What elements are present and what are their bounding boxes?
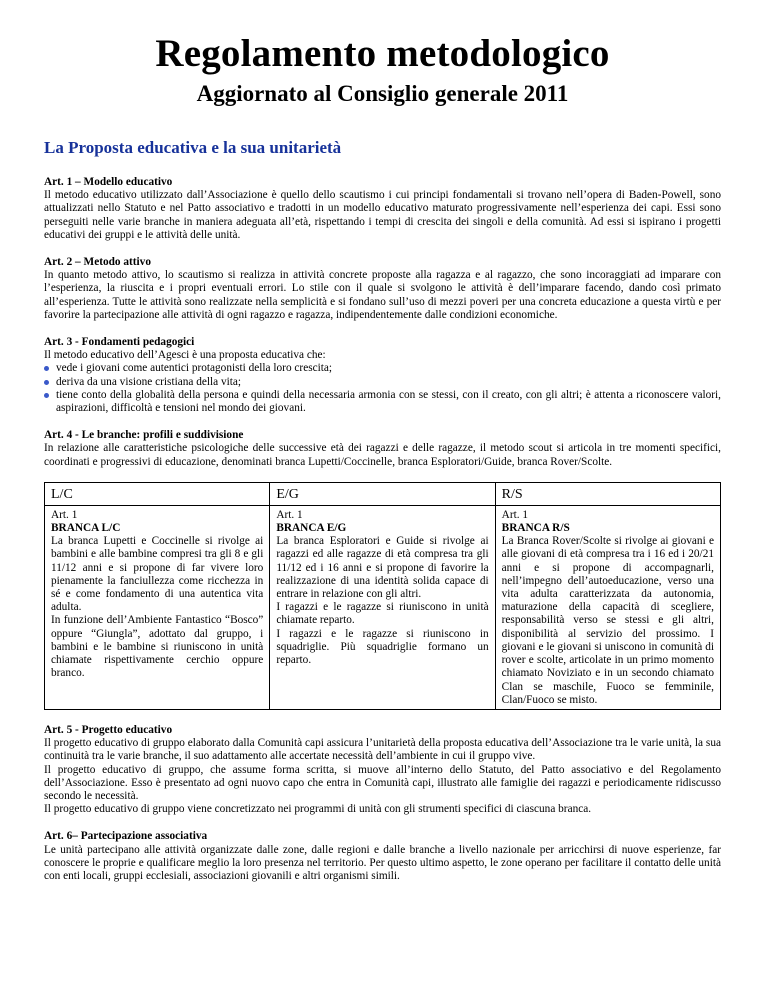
cell-article-number: Art. 1 xyxy=(276,508,303,521)
article-6 xyxy=(44,830,721,883)
document-subtitle: Aggiornato al Consiglio generale 2011 xyxy=(196,81,569,106)
cell-body-2: I ragazzi e le ragazze si riuniscono in unità chiamate reparto. xyxy=(276,601,489,627)
table-cell-rs xyxy=(495,505,720,709)
article-5-title: Art. 5 - Progetto educativo xyxy=(44,723,173,736)
cell-branch-title: BRANCA L/C xyxy=(51,522,121,535)
article-3 xyxy=(44,336,721,415)
table-header-rs: R/S xyxy=(495,482,720,505)
article-5-paragraph: Il progetto educativo di gruppo, che assume forma scritta, si muove all’interno dello Statuto, del Patto associativo e del Regolamento dell’Associazione. Esso è presentato ad ogni nuovo capo che entra in Comunità capi, illustrato alle famiglie dei ragazzi e periodicamente ridiscusso secondo le necessità. xyxy=(44,763,721,802)
table-cell-lc xyxy=(45,505,270,709)
cell-body-3: I ragazzi e le ragazze si riuniscono in squadriglie. Più squadriglie formano un reparto. xyxy=(276,627,489,667)
document-title: Regolamento metodologico xyxy=(155,32,610,75)
article-3-title: Art. 3 - Fondamenti pedagogici xyxy=(44,336,195,349)
branches-table xyxy=(44,482,721,710)
cell-article-number: Art. 1 xyxy=(51,508,78,521)
bullet-dot-icon xyxy=(44,380,49,385)
article-1 xyxy=(44,176,721,242)
table-header-row xyxy=(45,482,721,505)
table-row xyxy=(45,505,721,709)
article-4-title: Art. 4 - Le branche: profili e suddivisione xyxy=(44,429,244,442)
article-2-body: In quanto metodo attivo, lo scautismo si realizza in attività concrete proposte alla ragazza e al ragazzo, che sono incoraggiati ad imparare con l’esperienza, la riuscita e i propri eventuali errori. Lo stile con il quale si svolgono le attività è dell’imparare facendo, dando così primato all’esperienza. Tutte le attività sono realizzate nella semplicità e si fondano sull’uso di mezzi poveri per una concreta educazione a questa virtù e per favorire la partecipazione alle attività di ogni ragazzo e ragazza, indipendentemente dalle condizioni economiche. xyxy=(44,269,721,321)
article-2 xyxy=(44,256,721,322)
article-1-body: Il metodo educativo utilizzato dall’Associazione è quello dello scautismo i cui principi fondamentali si trovano nell’opera di Baden-Powell, sono attualizzati nello Statuto e nel Patto associativo e tradotti in un modello educativo maturato progressivamente nell’esperienza dei capi. Essi sono perseguiti nelle varie branche in maniera adeguata all’età, rispettando i tempi di crescita dei singoli e della comunità. Ad essi si ispirano i progetti educativi dei gruppi e le attività delle unità. xyxy=(44,189,721,241)
list-item: tiene conto della globalità della persona e quindi della necessaria armonia con se stessi, con il creato, con gli altri; è attenta a riconoscere valori, aspirazioni, difficoltà e tensioni nel mondo dei giovani. xyxy=(44,389,721,415)
article-5-paragraph: Il progetto educativo di gruppo elaborato dalla Comunità capi assicura l’unitarietà della proposta educativa dell’Associazione tra le varie unità, la sua continuità tra le varie branche, il suo adattamento alle accertate necessità dell’ambiente in cui il gruppo vive. xyxy=(44,737,721,763)
article-3-bullet-list xyxy=(44,362,721,415)
cell-body: La Branca Rover/Scolte si rivolge ai giovani e alle giovani di età compresa tra i 16 ed i 20/21 anni e si propone di accompagnarli, nell’impegno dell’autoeducazione, verso una vita adulta caratterizzata da autonomia, maturazione della capacità di scegliere, responsabilità verso se stessi e gli altri, disponibilità al servizio del prossimo. I giovani e le giovani si uniscono in comunità di rover e scolte, articolate in un primo momento chiamato Noviziato e in un secondo chiamato Clan se maschile, Fuoco se femminile, Clan/Fuoco se misto. xyxy=(501,535,714,706)
article-2-title: Art. 2 – Metodo attivo xyxy=(44,256,151,269)
table-header-eg: E/G xyxy=(270,482,495,505)
table-header-lc: L/C xyxy=(45,482,270,505)
list-item: deriva da una visione cristiana della vita; xyxy=(44,376,721,389)
article-6-title: Art. 6– Partecipazione associativa xyxy=(44,830,208,843)
bullet-dot-icon xyxy=(44,366,49,371)
list-item: vede i giovani come autentici protagonisti della loro crescita; xyxy=(44,362,721,375)
article-4 xyxy=(44,429,721,469)
cell-body: La branca Esploratori e Guide si rivolge ai ragazzi ed alle ragazze di età compresa tra gli 11/12 ed i 16 anni e si propone di favorire la realizzazione di una identità solida capace di entrare in relazione con gli altri. xyxy=(276,535,489,601)
section-title: La Proposta educativa e la sua unitarietà xyxy=(44,138,342,157)
article-4-body: In relazione alle caratteristiche psicologiche delle successive età dei ragazzi e delle ragazze, il metodo scout si articola in tre momenti specifici, coordinati e progressivi di educazione, denominati branca Lupetti/Coccinelle, branca Esploratori/Guide, branca Rover/Scolte. xyxy=(44,442,721,468)
article-1-title: Art. 1 – Modello educativo xyxy=(44,176,173,188)
cell-branch-title: BRANCA R/S xyxy=(501,522,570,535)
article-6-body: Le unità partecipano alle attività organizzate dalle zone, dalle regioni e dalle branche a livello nazionale per arricchirsi di nuove esperienze, far conoscere le proprie e qualificare meglio la loro presenza nel territorio. Per questo ultimo aspetto, le zone operano per facilitare il contatto delle unità con enti locali, gruppi ecclesiali, associazioni giovanili e altri organismi simili. xyxy=(44,843,721,882)
article-5-paragraph: Il progetto educativo di gruppo viene concretizzato nei programmi di unità con gli strumenti specifici di ciascuna branca. xyxy=(44,803,592,816)
cell-branch-title: BRANCA E/G xyxy=(276,522,347,535)
bullet-dot-icon xyxy=(44,393,49,398)
table-cell-eg xyxy=(270,505,495,709)
cell-body: La branca Lupetti e Coccinelle si rivolge ai bambini e alle bambine compresi tra gli 8 e gli 11/12 anni e si propone di far vivere loro pienamente la fanciullezza come ricchezza in sé e come fondamento di una autentica vita adulta. xyxy=(51,535,264,614)
article-3-intro: Il metodo educativo dell’Agesci è una proposta educativa che: xyxy=(44,349,326,362)
cell-body-2: In funzione dell’Ambiente Fantastico “Bosco” oppure “Giungla”, adottato dal gruppo, i bambini e le bambine si riuniscono in unità chiamate rispettivamente cerchio oppure branco. xyxy=(51,614,264,680)
article-5 xyxy=(44,724,721,816)
cell-article-number: Art. 1 xyxy=(501,508,529,521)
